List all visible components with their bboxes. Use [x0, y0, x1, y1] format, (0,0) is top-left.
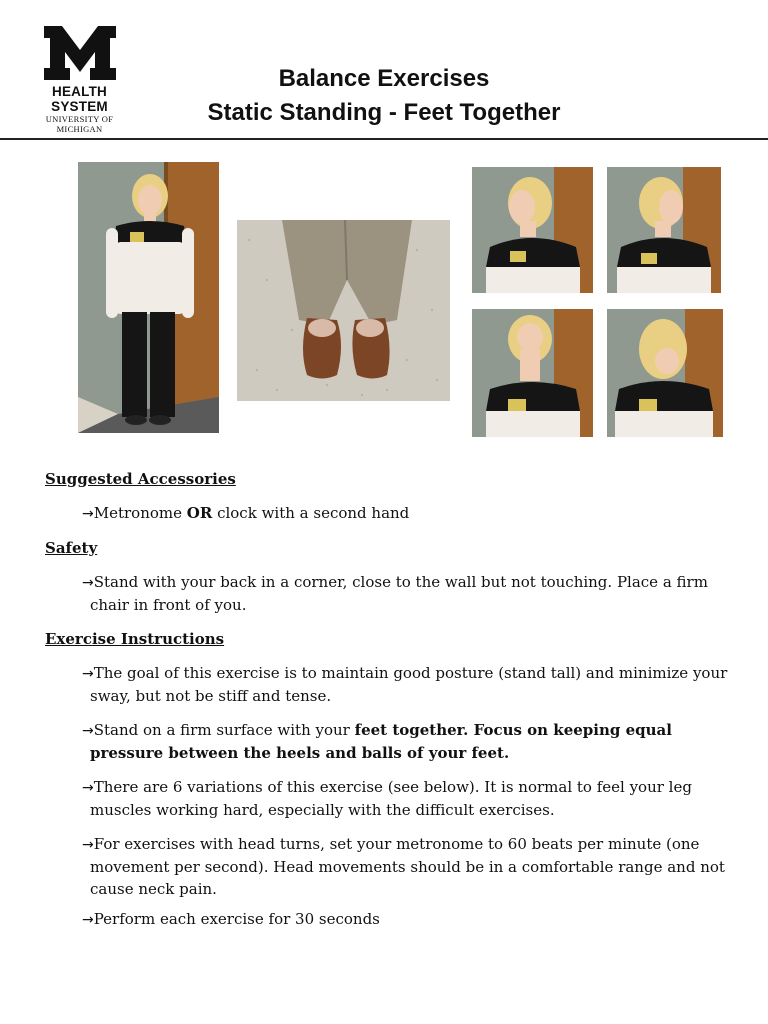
photo-feet-together [237, 220, 450, 401]
arrow-icon: → [82, 723, 94, 739]
instruction-item-5: →Perform each exercise for 30 seconds [82, 910, 380, 928]
photo-head-turn-right [607, 167, 721, 293]
instruction-item-1: →The goal of this exercise is to maintain good posture (stand tall) and minimize your sway, but not be stiff and tense. [82, 664, 728, 705]
title-line-2: Static Standing - Feet Together [207, 99, 561, 126]
arrow-icon: → [82, 837, 94, 853]
arrow-icon: → [82, 780, 94, 796]
arrow-icon: → [82, 575, 94, 591]
photo-full-standing [78, 162, 219, 433]
arrow-icon: → [82, 506, 94, 522]
logo-health-system: HEALTH SYSTEM [51, 84, 108, 114]
block-m-logo-icon [42, 26, 118, 80]
photo-head-tilt-up [472, 309, 593, 437]
instruction-item-2: →Stand on a firm surface with your feet together. Focus on keeping equal pressure between the heels and balls of your feet. [82, 721, 672, 762]
header-divider [0, 138, 768, 140]
arrow-icon: → [82, 666, 94, 682]
safety-heading: Safety [45, 539, 98, 557]
photo-head-turn-left [472, 167, 593, 293]
instruction-item-3: →There are 6 variations of this exercise (see below). It is normal to feel your leg muscles working hard, especially with the difficult exercises. [82, 778, 692, 819]
accessories-item: →Metronome OR clock with a second hand [82, 504, 410, 522]
page-title [150, 62, 618, 130]
photo-head-tilt-down [607, 309, 723, 437]
logo-university: UNIVERSITY OF MICHIGAN [45, 114, 114, 134]
instructions-content [45, 468, 735, 931]
safety-item: →Stand with your back in a corner, close to the wall but not touching. Place a firm chair in front of you. [82, 573, 708, 614]
logo [22, 26, 137, 134]
accessories-heading: Suggested Accessories [45, 470, 236, 488]
instructions-heading: Exercise Instructions [45, 630, 225, 648]
title-line-1: Balance Exercises [278, 65, 490, 92]
arrow-icon: → [82, 912, 94, 928]
instruction-item-4: →For exercises with head turns, set your metronome to 60 beats per minute (one movement per second). Head movements should be in a comfortable range and not cause neck pain. [82, 835, 725, 898]
